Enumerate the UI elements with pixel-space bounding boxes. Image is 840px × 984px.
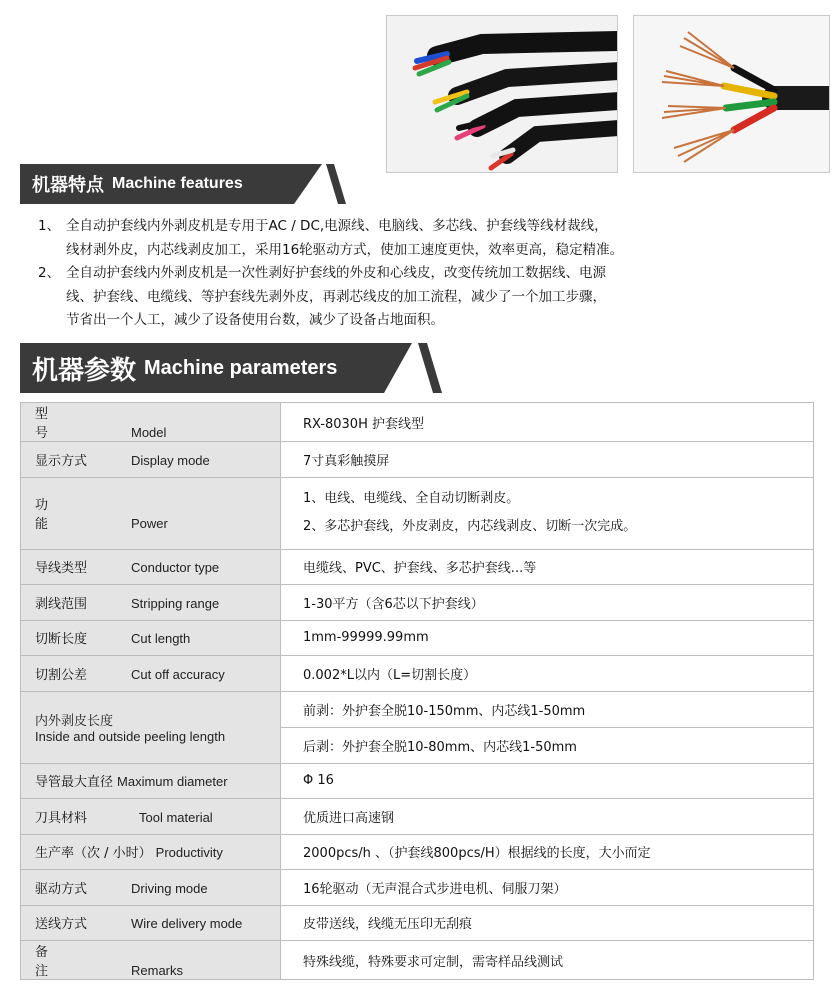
param-row-stripping — [21, 585, 814, 621]
feature-text: 全自动护套线内外剥皮机是一次性剥好护套线的外皮和心线皮，改变传统加工数据线、电源 线、护套线、电缆线、等护套线先剥外皮，再剥芯线皮的加工流程，减少了一个加工步骤， 节省出一个人工，减少了设备使用台数，减少了设备占地面积。 — [66, 265, 606, 328]
params-section-header — [20, 343, 445, 393]
feature-number: 1、 — [38, 218, 61, 234]
param-row-model — [21, 403, 814, 442]
features-title-zh: 机器特点 — [32, 175, 104, 196]
param-value: Φ 16 — [281, 763, 814, 799]
param-row-diameter — [21, 763, 814, 799]
param-value: 0.002*L以内（L=切割长度） — [281, 656, 814, 692]
param-value: 2000pcs/h 、（护套线800pcs/H）根据线的长度，大小而定 — [281, 834, 814, 870]
param-row-productivity — [21, 834, 814, 870]
param-row-remarks — [21, 941, 814, 980]
param-label-en: Productivity — [155, 845, 223, 861]
cable-photo-stripped — [633, 15, 830, 173]
param-row-tool — [21, 799, 814, 835]
feature-item — [38, 215, 828, 262]
param-value: 优质进口高速钢 — [281, 799, 814, 835]
param-row-display — [21, 442, 814, 478]
param-value: 特殊线缆，特殊要求可定制，需寄样品线测试 — [281, 941, 814, 980]
param-label-zh: 送线方式 — [35, 917, 88, 933]
cable-photo-multi — [386, 15, 618, 173]
param-row-cut-length — [21, 620, 814, 656]
param-row-driving — [21, 870, 814, 906]
param-label-zh: 切割公差 — [35, 667, 88, 683]
params-title-zh: 机器参数 — [32, 355, 137, 386]
feature-number: 2、 — [38, 265, 61, 281]
param-row-delivery — [21, 905, 814, 941]
param-label-en: Cut length — [131, 631, 191, 647]
param-label-en: Remarks — [131, 963, 184, 978]
param-value: 7寸真彩触摸屏 — [281, 442, 814, 478]
param-row-power — [21, 477, 814, 549]
features-list — [38, 215, 828, 333]
param-label-zh: 导管最大直径 — [35, 775, 114, 791]
param-label-zh: 备 注 — [35, 945, 71, 979]
param-value: 16轮驱动（无声混合式步进电机、伺服刀架） — [281, 870, 814, 906]
param-label-en: Tool material — [139, 809, 213, 825]
params-table — [20, 402, 814, 980]
feature-item — [38, 262, 828, 333]
param-value: 电缆线、PVC、护套线、多芯护套线...等 — [281, 549, 814, 585]
param-value: 后剥：外护套全脱10-80mm、内芯线1-50mm — [281, 727, 814, 763]
param-label-en: Display mode — [131, 452, 210, 468]
param-value: 2、多芯护套线，外皮剥皮，内芯线剥皮、切断一次完成。 — [303, 519, 637, 534]
feature-text: 全自动护套线内外剥皮机是专用于AC / DC,电源线、电脑线、多芯线、护套线等线材裁线， 线材剥外皮，内芯线剥皮加工，采用16轮驱动方式，使加工速度更快，效率更高，稳定精准。 — [66, 218, 624, 258]
param-value: 1-30平方（含6芯以下护套线） — [281, 585, 814, 621]
param-row-accuracy — [21, 656, 814, 692]
param-label-zh: 导线类型 — [35, 561, 88, 577]
param-label-zh: 驱动方式 — [35, 881, 88, 897]
param-label-en: Conductor type — [131, 560, 220, 576]
param-label-zh: 切断长度 — [35, 632, 88, 648]
param-label-en: Driving mode — [131, 880, 208, 896]
params-title-en: Machine parameters — [144, 356, 338, 379]
param-value: RX-8030H 护套线型 — [281, 403, 814, 442]
param-label-zh: 生产率（次 / 小时） — [35, 846, 152, 862]
param-label-en: Model — [131, 425, 167, 440]
param-label-zh: 内外剥皮长度 — [35, 714, 114, 729]
param-label-en: Cut off accuracy — [131, 666, 225, 682]
param-value: 1mm-99999.99mm — [281, 620, 814, 656]
param-label-en: Wire delivery mode — [131, 916, 243, 932]
param-label-en: Power — [131, 516, 168, 531]
param-value: 皮带送线，线缆无压印无刮痕 — [281, 905, 814, 941]
param-value: 前剥：外护套全脱10-150mm、内芯线1-50mm — [281, 691, 814, 727]
param-label-en: Stripping range — [131, 595, 220, 611]
param-label-zh: 显示方式 — [35, 453, 88, 469]
param-label-zh: 型 号 — [35, 407, 71, 441]
param-row-peeling-front — [21, 691, 814, 727]
param-value: 1、电线、电缆线、全自动切断剥皮。 — [303, 491, 520, 506]
param-label-zh: 功 能 — [35, 498, 71, 532]
features-section-header — [20, 164, 350, 204]
param-label-en: Maximum diameter — [117, 774, 228, 790]
param-label-en: Inside and outside peeling length — [35, 729, 226, 744]
param-label-zh: 剥线范围 — [35, 596, 88, 612]
features-title-en: Machine features — [112, 175, 243, 192]
param-label-zh: 刀具材料 — [35, 810, 88, 826]
param-row-conductor — [21, 549, 814, 585]
